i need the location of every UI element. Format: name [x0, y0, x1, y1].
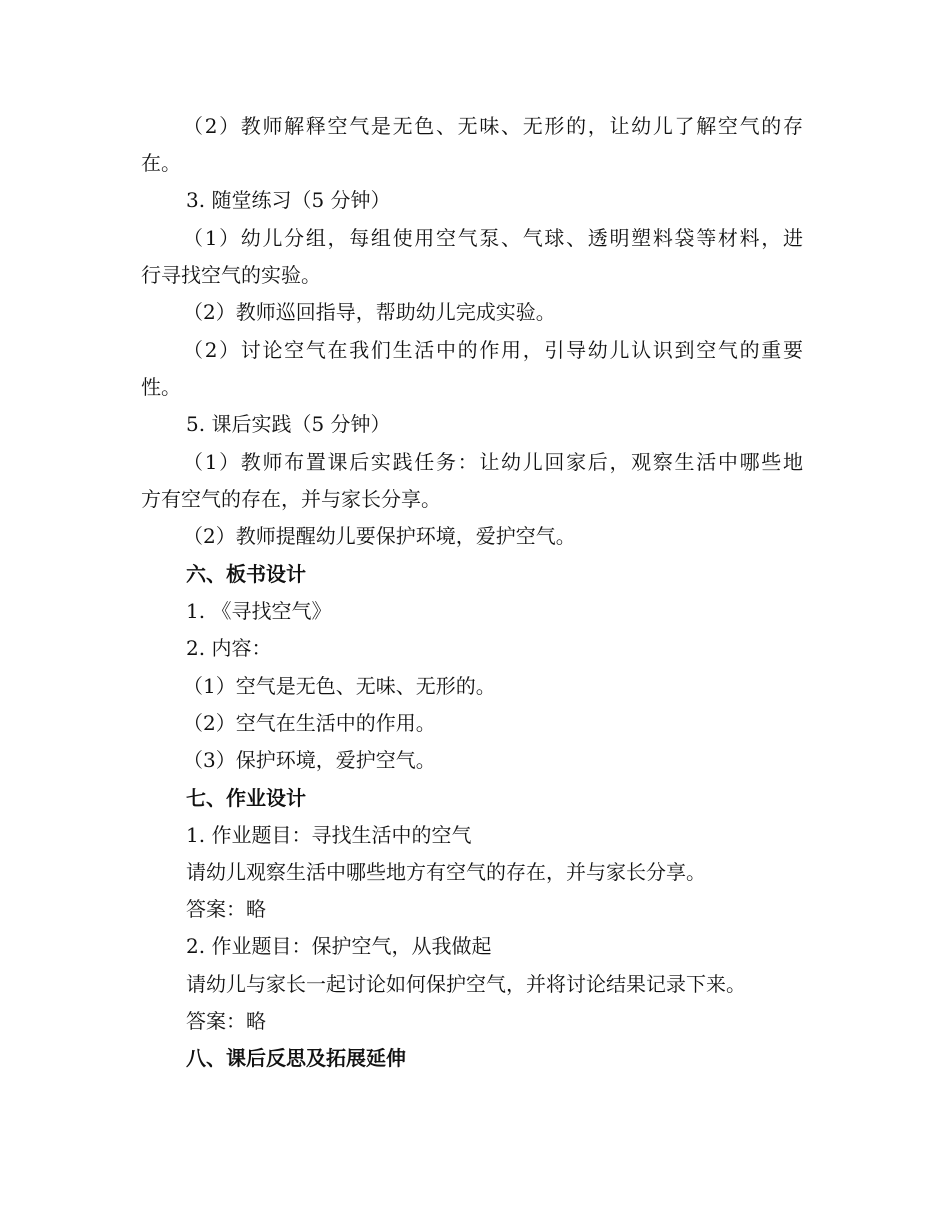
section-item: 3. 随堂练习（5 分钟）: [186, 188, 391, 212]
list-item: 2. 内容：: [186, 636, 272, 660]
list-item: 2. 作业题目：保护空气，从我做起: [186, 934, 492, 958]
section-heading: 八、课后反思及拓展延伸: [186, 1046, 406, 1070]
list-item: 1. 作业题目：寻找生活中的空气: [186, 823, 472, 847]
section-heading: 六、板书设计: [186, 562, 306, 586]
paragraph-line: （2）教师巡回指导，帮助幼儿完成实验。: [183, 300, 556, 324]
paragraph-line: 方有空气的存在，并与家长分享。: [141, 487, 441, 511]
answer-line: 答案：略: [186, 1009, 266, 1033]
list-item: 1. 《寻找空气》: [186, 599, 332, 623]
paragraph-line: 在。: [141, 151, 181, 175]
paragraph-line: 性。: [141, 375, 181, 399]
paragraph-line: （1）幼儿分组，每组使用空气泵、气球、透明塑料袋等材料，进: [183, 226, 803, 250]
list-item: （2）空气在生活中的作用。: [183, 711, 436, 735]
answer-line: 答案：略: [186, 897, 266, 921]
list-item: （3）保护环境，爱护空气。: [183, 748, 436, 772]
paragraph-line: （1）教师布置课后实践任务：让幼儿回家后，观察生活中哪些地: [183, 450, 803, 474]
paragraph-line: （2）讨论空气在我们生活中的作用，引导幼儿认识到空气的重要: [183, 338, 803, 362]
paragraph-line: （2）教师提醒幼儿要保护环境，爱护空气。: [183, 524, 576, 548]
section-item: 5. 课后实践（5 分钟）: [186, 412, 391, 436]
section-heading: 七、作业设计: [186, 786, 306, 810]
paragraph-line: （2）教师解释空气是无色、无味、无形的，让幼儿了解空气的存: [183, 114, 803, 138]
paragraph-line: 请幼儿观察生活中哪些地方有空气的存在，并与家长分享。: [186, 860, 706, 884]
list-item: （1）空气是无色、无味、无形的。: [183, 674, 496, 698]
paragraph-line: 请幼儿与家长一起讨论如何保护空气，并将讨论结果记录下来。: [186, 972, 746, 996]
paragraph-line: 行寻找空气的实验。: [141, 263, 321, 287]
